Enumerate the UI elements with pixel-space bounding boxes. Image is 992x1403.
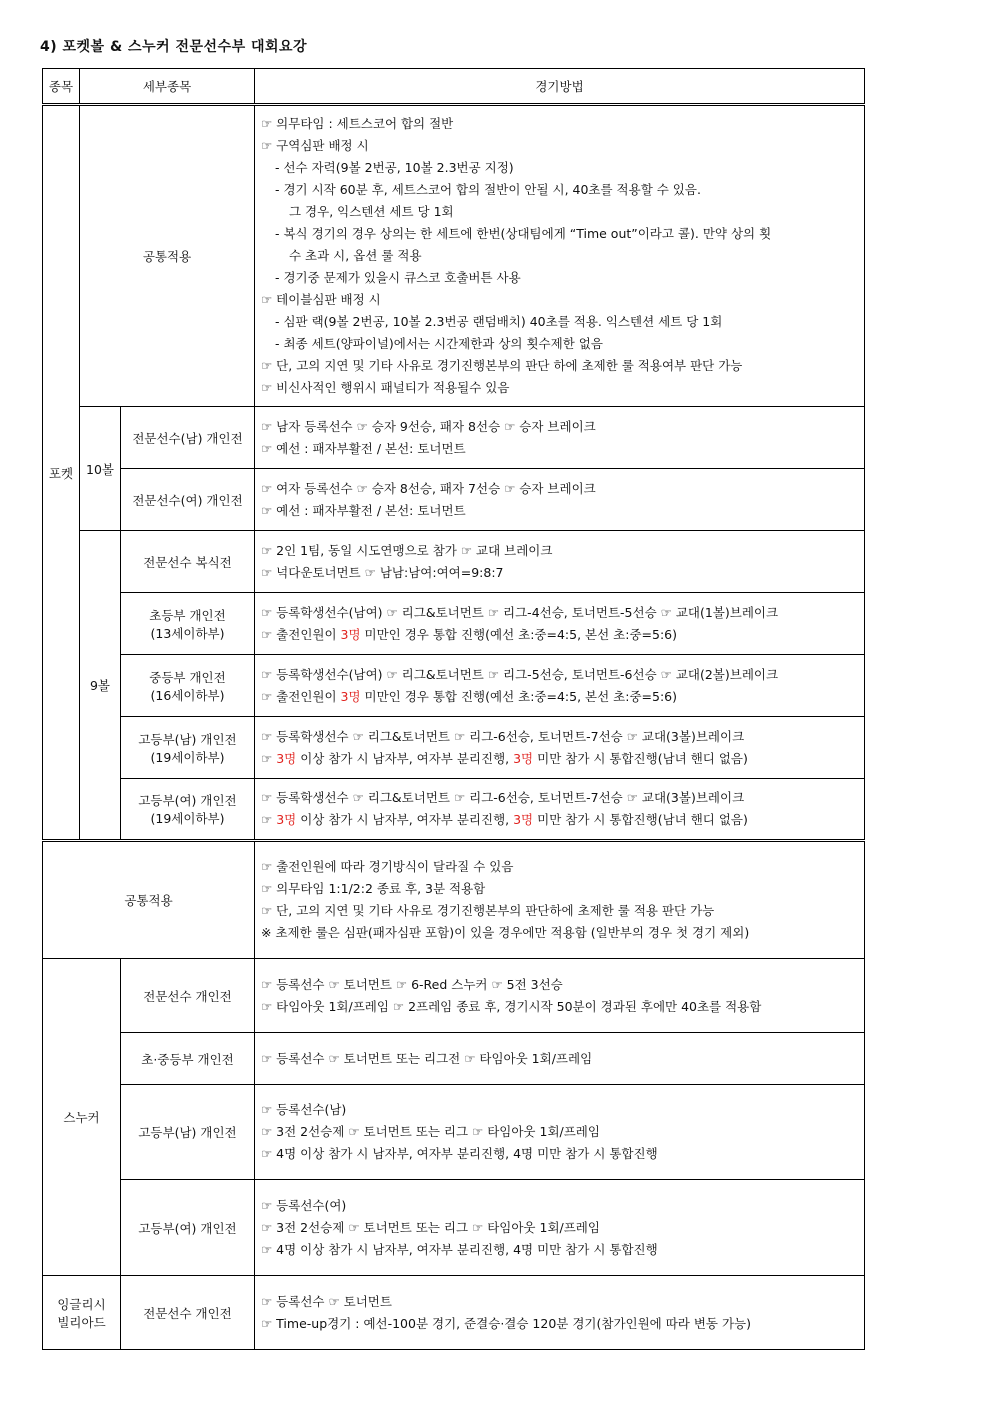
rule-line: ☞ 등록선수(여) <box>261 1197 347 1213</box>
event-rules <box>255 655 865 717</box>
event-name: 전문선수 개인전 <box>121 959 255 1033</box>
event-rules <box>255 469 865 531</box>
header-row <box>43 69 865 105</box>
rule-line: ☞ 예선 : 패자부활전 / 본선: 토너먼트 <box>261 502 466 518</box>
rule-line: ☞ 4명 이상 참가 시 남자부, 여자부 분리진행, 4명 미만 참가 시 통합진행 <box>261 1146 658 1161</box>
snooker-label: 스누커 <box>43 959 121 1276</box>
event-name: 고등부(남) 개인전 <box>121 1085 255 1180</box>
text: 미만인 경우 통합 진행(예선 초:중=4:5, 본선 초:중=5:6) <box>360 626 677 642</box>
snooker-high-women-row <box>43 1180 865 1276</box>
snooker-pro-row <box>43 959 865 1033</box>
english-label-1: 잉글리시 <box>57 1296 106 1312</box>
ball10-label: 10볼 <box>80 407 121 531</box>
highlight-count: 3명 <box>276 750 297 766</box>
pocket-label: 포켓 <box>43 105 80 841</box>
rule-line: - 선수 자력(9볼 2번공, 10볼 2.3번공 지정) <box>275 160 514 175</box>
pocket-common-row <box>43 105 865 407</box>
rule-line <box>261 748 858 770</box>
rule-line: ☞ 넉다운토너먼트 ☞ 남남:남여:여여=9:8:7 <box>261 564 504 580</box>
rule-line: 수 초과 시, 옵션 룰 적용 <box>289 248 422 263</box>
event-age: (16세이하부) <box>150 687 225 703</box>
highlight-count: 3명 <box>340 626 361 642</box>
event-name: 전문선수 복식전 <box>121 531 255 593</box>
text: 미만인 경우 통합 진행(예선 초:중=4:5, 본선 초:중=5:6) <box>360 688 677 704</box>
rule-line: ☞ 등록선수(남) <box>261 1102 347 1117</box>
event-rules <box>255 1276 865 1350</box>
rule-line: ☞ 비신사적인 행위시 패널티가 적용될수 있음 <box>261 380 510 395</box>
event-rules <box>255 593 865 655</box>
text: ☞ 출전인원이 <box>261 688 341 704</box>
rule-line: ☞ 출전인원에 따라 경기방식이 달라질 수 있음 <box>261 859 514 874</box>
rule-line: ☞ 3전 2선승제 ☞ 토너먼트 또는 리그 ☞ 타임아웃 1회/프레임 <box>261 1124 600 1139</box>
header-sport: 종목 <box>43 69 80 105</box>
ball10-men-row <box>43 407 865 469</box>
ball10-women-row <box>43 469 865 531</box>
rule-line <box>261 624 858 646</box>
event-name: 초·중등부 개인전 <box>121 1033 255 1085</box>
highlight-count: 3명 <box>276 812 297 827</box>
event-name: 고등부(남) 개인전 <box>138 731 237 747</box>
rules-table <box>42 68 865 1350</box>
common2-row <box>43 841 865 959</box>
rule-line: ☞ 테이블심판 배정 시 <box>261 292 381 307</box>
rule-line: - 경기 시작 60분 후, 세트스코어 합의 절반이 안될 시, 40초를 적용할 수 있음. <box>275 182 701 197</box>
rule-line: ☞ 2인 1팀, 동일 시도연맹으로 참가 ☞ 교대 브레이크 <box>261 542 553 558</box>
rule-line: ☞ 의무타임 : 세트스코어 합의 절반 <box>261 116 454 131</box>
ball9-middle-row <box>43 655 865 717</box>
event-name: 전문선수 개인전 <box>121 1276 255 1350</box>
header-method: 경기방법 <box>255 69 865 105</box>
pocket-common-label: 공통적용 <box>80 105 255 407</box>
snooker-youth-row <box>43 1033 865 1085</box>
rule-line: ☞ 여자 등록선수 ☞ 승자 8선승, 패자 7선승 ☞ 승자 브레이크 <box>261 480 596 496</box>
snooker-high-men-row <box>43 1085 865 1180</box>
rule-line: ☞ 단, 고의 지연 및 기타 사유로 경기진행본부의 판단 하에 초제한 룰 적용여부 판단 가능 <box>261 358 743 373</box>
event-name-cell <box>121 779 255 841</box>
rule-line: ☞ 등록학생선수(남여) ☞ 리그&토너먼트 ☞ 리그-4선승, 토너먼트-5선승 ☞ 교대(1볼)브레이크 <box>261 604 779 620</box>
event-name-cell <box>121 655 255 717</box>
event-name: 초등부 개인전 <box>149 607 226 623</box>
ball9-doubles-row <box>43 531 865 593</box>
text: 미만 참가 시 통합진행(남녀 핸디 없음) <box>533 750 748 766</box>
rule-line: - 복식 경기의 경우 상의는 한 세트에 한번(상대팀에게 “Time out”이라고 콜). 만약 상의 횟 <box>275 226 772 241</box>
rule-line: ☞ 등록선수 ☞ 토너먼트 ☞ 6-Red 스누커 ☞ 5전 3선승 <box>261 976 563 992</box>
ball9-high-men-row <box>43 717 865 779</box>
common2-label: 공통적용 <box>43 841 255 959</box>
event-rules <box>255 407 865 469</box>
rule-line: ※ 초제한 룰은 심판(패자심판 포함)이 있을 경우에만 적용함 (일반부의 경우 첫 경기 제외) <box>261 925 750 940</box>
english-row <box>43 1276 865 1350</box>
text: 이상 참가 시 남자부, 여자부 분리진행, <box>296 750 514 766</box>
rule-line: ☞ 3전 2선승제 ☞ 토너먼트 또는 리그 ☞ 타임아웃 1회/프레임 <box>261 1219 600 1235</box>
pocket-common-rules <box>255 105 865 407</box>
rule-line: ☞ Time-up경기 : 예선-100분 경기, 준결승·결승 120분 경기(참가인원에 따라 변동 가능) <box>261 1315 751 1331</box>
text: 미만 참가 시 통합진행(남녀 핸디 없음) <box>533 812 748 827</box>
rule-line: ☞ 등록학생선수(남여) ☞ 리그&토너먼트 ☞ 리그-5선승, 토너먼트-6선승 ☞ 교대(2볼)브레이크 <box>261 666 779 682</box>
highlight-count: 3명 <box>513 750 534 766</box>
event-rules <box>255 1085 865 1180</box>
rule-line: - 심판 랙(9볼 2번공, 10볼 2.3번공 랜덤배치) 40초를 적용. 익스텐션 세트 당 1회 <box>275 314 723 329</box>
rule-line: ☞ 4명 이상 참가 시 남자부, 여자부 분리진행, 4명 미만 참가 시 통합진행 <box>261 1241 658 1257</box>
event-name: 고등부(여) 개인전 <box>138 793 237 808</box>
event-rules <box>255 1033 865 1085</box>
event-rules <box>255 717 865 779</box>
english-label-2: 빌리아드 <box>57 1314 106 1330</box>
text: ☞ 출전인원이 <box>261 626 341 642</box>
event-name: 전문선수(남) 개인전 <box>121 407 255 469</box>
rule-line: ☞ 의무타임 1:1/2:2 종료 후, 3분 적용함 <box>261 881 486 896</box>
page-title: 4) 포켓볼 & 스누커 전문선수부 대회요강 <box>40 39 308 55</box>
event-rules <box>255 531 865 593</box>
rule-line: ☞ 등록학생선수 ☞ 리그&토너먼트 ☞ 리그-6선승, 토너먼트-7선승 ☞ 교대(3볼)브레이크 <box>261 728 745 744</box>
rule-line: - 경기중 문제가 있을시 큐스코 호출버튼 사용 <box>275 270 521 285</box>
rule-line: ☞ 예선 : 패자부활전 / 본선: 토너먼트 <box>261 440 466 456</box>
event-name: 고등부(여) 개인전 <box>121 1180 255 1276</box>
highlight-count: 3명 <box>340 688 361 704</box>
event-name-cell <box>121 593 255 655</box>
text: 이상 참가 시 남자부, 여자부 분리진행, <box>296 812 514 827</box>
rule-line: ☞ 구역심판 배정 시 <box>261 138 369 153</box>
event-rules <box>255 779 865 841</box>
highlight-count: 3명 <box>513 812 534 827</box>
rule-line: ☞ 등록선수 ☞ 토너먼트 <box>261 1293 392 1309</box>
rule-line: - 최종 세트(양파이널)에서는 시간제한과 상의 횟수제한 없음 <box>275 336 603 351</box>
event-age: (13세이하부) <box>150 625 225 641</box>
event-name: 전문선수(여) 개인전 <box>121 469 255 531</box>
common2-rules <box>255 841 865 959</box>
header-event: 세부종목 <box>80 69 255 105</box>
rule-line: ☞ 타임아웃 1회/프레임 ☞ 2프레임 종료 후, 경기시작 50분이 경과된 후에만 40초를 적용함 <box>261 998 762 1014</box>
ball9-high-women-row <box>43 779 865 841</box>
english-label <box>43 1276 121 1350</box>
event-age: (19세이하부) <box>150 811 225 826</box>
event-name: 중등부 개인전 <box>149 669 226 685</box>
ball9-elementary-row <box>43 593 865 655</box>
rule-line: ☞ 남자 등록선수 ☞ 승자 9선승, 패자 8선승 ☞ 승자 브레이크 <box>261 418 596 434</box>
rule-line: ☞ 등록선수 ☞ 토너먼트 또는 리그전 ☞ 타임아웃 1회/프레임 <box>261 1050 593 1066</box>
text: ☞ <box>261 812 277 827</box>
ball9-label: 9볼 <box>80 531 121 841</box>
text: ☞ <box>261 750 277 766</box>
event-age: (19세이하부) <box>150 749 225 765</box>
rule-line <box>261 809 858 831</box>
rule-line: ☞ 등록학생선수 ☞ 리그&토너먼트 ☞ 리그-6선승, 토너먼트-7선승 ☞ 교대(3볼)브레이크 <box>261 790 745 805</box>
rule-line: 그 경우, 익스텐션 세트 당 1회 <box>289 204 454 219</box>
event-name-cell <box>121 717 255 779</box>
event-rules <box>255 1180 865 1276</box>
rule-line <box>261 686 858 708</box>
rule-line: ☞ 단, 고의 지연 및 기타 사유로 경기진행본부의 판단하에 초제한 룰 적용 판단 가능 <box>261 903 715 918</box>
event-rules <box>255 959 865 1033</box>
